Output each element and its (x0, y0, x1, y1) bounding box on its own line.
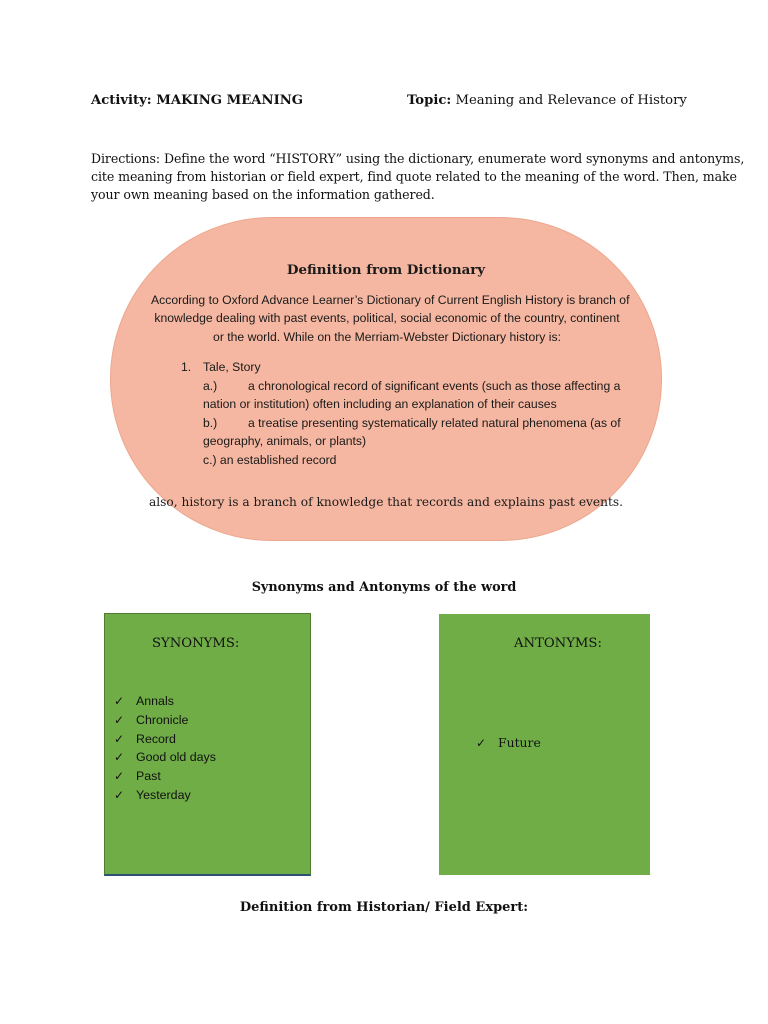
list-item (114, 767, 216, 786)
dictionary-list (181, 358, 651, 469)
checkmark-icon: ✓ (114, 731, 125, 746)
synonym-text: Good old days (136, 750, 216, 765)
checkmark-icon: ✓ (114, 712, 125, 727)
synonyms-box (104, 613, 311, 876)
dictionary-intro-line: or the world. While on the Merriam-Webster Dictionary history is: (213, 329, 561, 344)
checkmark-icon: ✓ (114, 787, 125, 802)
dictionary-also-note: also, history is a branch of knowledge that records and explains past events. (148, 495, 624, 509)
topic-label: Topic: (407, 93, 452, 108)
subitem-b-letter: b.) (203, 415, 218, 430)
antonyms-list (476, 734, 541, 753)
synonym-text: Record (136, 731, 176, 746)
checkmark-icon: ✓ (114, 750, 125, 765)
activity-value: MAKING MEANING (156, 93, 304, 108)
synonyms-antonyms-heading: Synonyms and Antonyms of the word (251, 580, 517, 595)
subitem-a-letter: a.) (203, 378, 218, 393)
list-number: 1. (181, 360, 192, 374)
list-item-text: Tale, Story (203, 360, 261, 374)
directions-paragraph (91, 150, 745, 204)
synonyms-title: SYNONYMS: (152, 636, 240, 651)
list-item (114, 786, 216, 805)
list-item (114, 711, 216, 730)
synonym-text: Annals (136, 694, 174, 708)
dictionary-subitem-b-continued: geography, animals, or plants) (203, 434, 367, 448)
activity-label: Activity: (91, 93, 152, 108)
list-item (114, 730, 216, 749)
dictionary-subitem-a-continued: nation or institution) often including an explanation of their causes (203, 397, 557, 411)
synonym-text: Yesterday (136, 787, 191, 802)
topic-heading (407, 92, 687, 110)
directions-line: cite meaning from historian or field expert, find quote related to the meaning of the word. Then, make (91, 169, 737, 184)
antonym-text: Future (498, 735, 541, 750)
dictionary-subitem-a (181, 377, 651, 396)
antonyms-box (439, 614, 650, 875)
directions-line: your own meaning based on the information gathered. (91, 187, 435, 202)
dictionary-intro (151, 291, 630, 346)
header-line (91, 92, 708, 112)
synonym-text: Chronicle (136, 712, 189, 727)
dictionary-subitem-c: c.) an established record (203, 452, 337, 467)
directions-line: Directions: Define the word “HISTORY” using the dictionary, enumerate word synonyms and antonyms, (91, 151, 745, 166)
dictionary-intro-line: According to Oxford Advance Learner’s Dictionary of Current English History is branch of (151, 293, 630, 307)
checkmark-icon: ✓ (114, 694, 125, 708)
checkmark-icon: ✓ (476, 736, 487, 750)
topic-value: Meaning and Relevance of History (455, 93, 687, 108)
checkmark-icon: ✓ (114, 769, 125, 784)
synonym-text: Past (136, 769, 161, 784)
list-item (114, 748, 216, 767)
list-item (476, 734, 541, 753)
subitem-b-text: a treatise presenting systematically related natural phenomena (as of (248, 415, 621, 430)
activity-heading (91, 92, 303, 110)
list-item (114, 692, 216, 711)
historian-definition-heading: Definition from Historian/ Field Expert: (239, 900, 529, 915)
dictionary-subitem-b (181, 414, 651, 433)
dictionary-definition-box (110, 217, 662, 541)
dictionary-list-item (181, 358, 651, 377)
dictionary-title: Definition from Dictionary (286, 262, 486, 278)
dictionary-intro-line: knowledge dealing with past events, political, social economic of the country, continent (154, 311, 620, 326)
subitem-a-text: a chronological record of significant events (such as those affecting a (248, 378, 621, 393)
synonyms-list (114, 692, 216, 805)
antonyms-title: ANTONYMS: (514, 636, 602, 651)
